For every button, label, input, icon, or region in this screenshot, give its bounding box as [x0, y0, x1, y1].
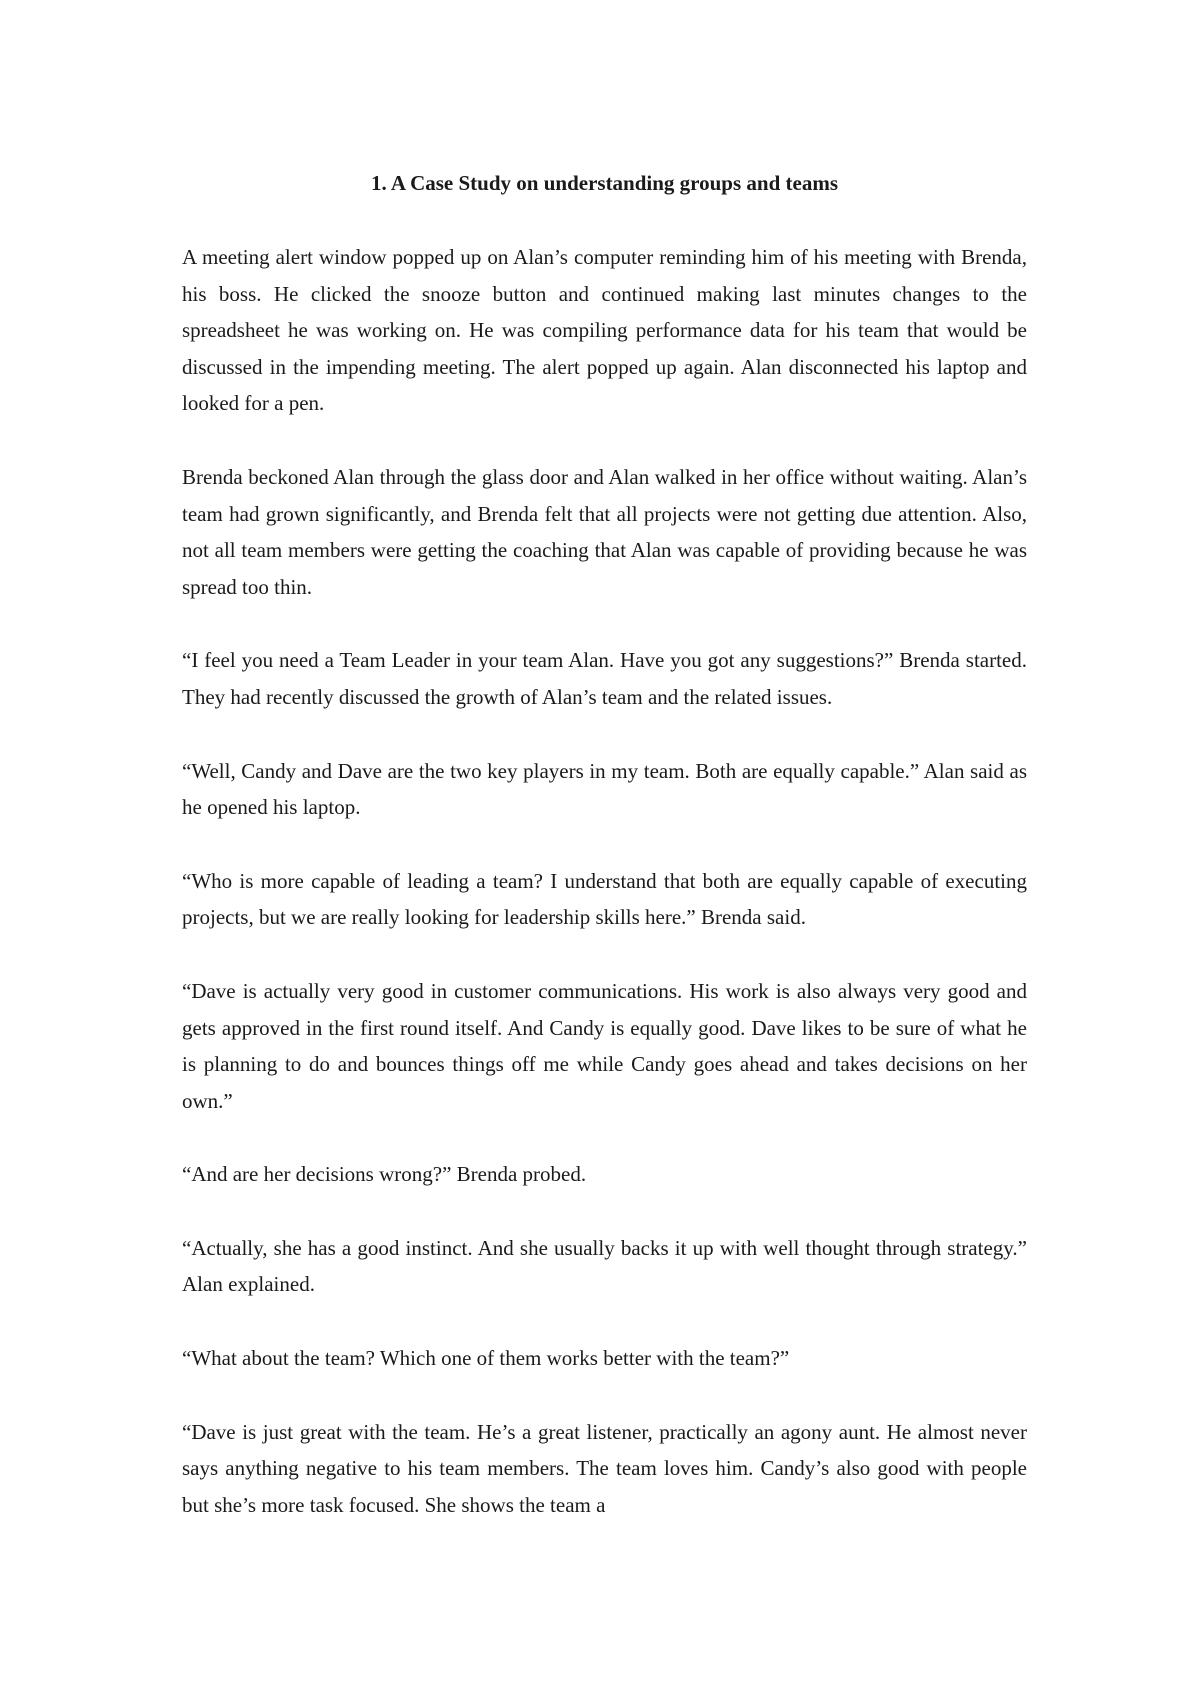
- paragraph: “Who is more capable of leading a team? I understand that both are equally capable of executing projects, but we are really looking for leadership skills here.” Brenda said.: [182, 868, 1027, 930]
- paragraph: “Well, Candy and Dave are the two key players in my team. Both are equally capable.” Alan said as he opened his laptop.: [182, 758, 1027, 820]
- document-body: [182, 239, 1027, 1523]
- paragraph: Brenda beckoned Alan through the glass door and Alan walked in her office without waiting. Alan’s team had grown significantly, and Brenda felt that all projects were not getting due attention. Also, not all team members were getting the coaching that Alan was capable of providing because he was spread too thin.: [182, 464, 1027, 599]
- paragraph: “I feel you need a Team Leader in your team Alan. Have you got any suggestions?” Brenda started. They had recently discussed the growth of Alan’s team and the related issues.: [182, 648, 1027, 709]
- paragraph: “What about the team? Which one of them works better with the team?”: [182, 1346, 790, 1371]
- document-title: 1. A Case Study on understanding groups and teams: [371, 171, 838, 195]
- paragraph: “Dave is actually very good in customer communications. His work is also always very good and gets approved in the first round itself. And Candy is equally good. Dave likes to be sure of what he is planning to do and bounces things off me while Candy goes ahead and takes decisions on her own.”: [182, 978, 1027, 1113]
- paragraph: “Dave is just great with the team. He’s a great listener, practically an agony aunt. He almost never says anything negative to his team members. The team loves him. Candy’s also good with people but she’s more task focused. She shows the team a: [182, 1419, 1027, 1517]
- paragraph: “Actually, she has a good instinct. And she usually backs it up with well thought through strategy.” Alan explained.: [182, 1235, 1027, 1297]
- paragraph: A meeting alert window popped up on Alan’s computer reminding him of his meeting with Brenda, his boss. He clicked the snooze button and continued making last minutes changes to the spreadsheet he was working on. He was compiling performance data for his team that would be discussed in the impending meeting. The alert popped up again. Alan disconnected his laptop and looked for a pen.: [182, 245, 1027, 416]
- paragraph: “And are her decisions wrong?” Brenda probed.: [182, 1162, 587, 1187]
